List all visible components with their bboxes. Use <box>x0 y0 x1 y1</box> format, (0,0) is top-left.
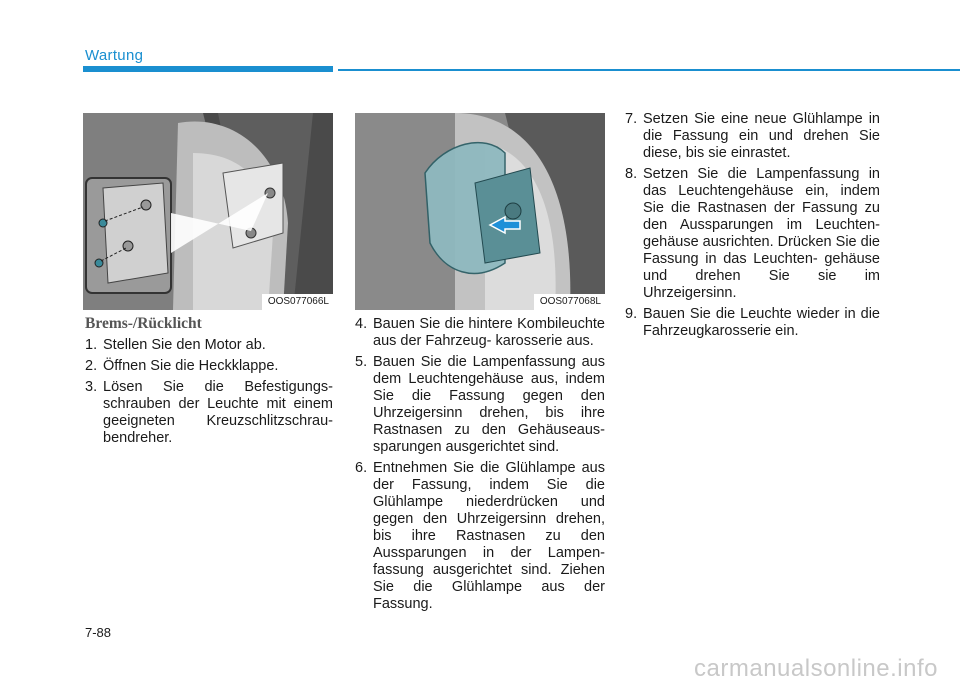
item-text: Stellen Sie den Motor ab. <box>103 337 266 353</box>
list-item <box>85 379 333 447</box>
header-rule-thick <box>83 66 333 72</box>
item-number: 1. <box>85 337 98 353</box>
list-item <box>355 354 605 456</box>
list-item <box>625 111 880 162</box>
section-title: Wartung <box>85 47 144 64</box>
list-item <box>625 166 880 302</box>
illustration-screws <box>83 113 333 310</box>
item-text: Öffnen Sie die Heckklappe. <box>103 358 279 374</box>
item-text: Bauen Sie die Lampenfassung aus dem Leuchtengehäuse aus, indem Sie die Fassung gegen den Uhrzeigersinn drehen, bis ihre Rastnasen zu den Gehäuseaus- sparungen ausgerichtet sind. <box>373 354 605 455</box>
item-number: 7. <box>625 111 638 127</box>
item-number: 9. <box>625 306 638 322</box>
item-text: Lösen Sie die Befestigungs- schrauben der Leuchte mit einem geeigneten Kreuzschlitzschrau- bendreher. <box>103 379 333 446</box>
illustration-lamp <box>355 113 605 310</box>
list-item <box>85 358 333 375</box>
item-text: Entnehmen Sie die Glühlampe aus der Fassung, indem Sie die Glühlampe niederdrücken und gegen den Uhrzeigersinn drehen, bis ihre Rastnasen zu den Aussparungen in der Lampen- fassung ausgerichtet sind. Ziehen Sie die Glühlampe aus der Fassung. <box>373 460 605 612</box>
figure-lamp-removal <box>355 113 605 310</box>
header-rule-thin <box>338 69 960 71</box>
item-text: Setzen Sie eine neue Glühlampe in die Fassung ein und drehen Sie diese, bis sie einrastet. <box>643 111 880 161</box>
item-text: Bauen Sie die Leuchte wieder in die Fahrzeugkarosserie ein. <box>643 306 880 339</box>
list-item <box>355 460 605 613</box>
page-number: 7-88 <box>85 625 112 640</box>
section-heading: Brems-/Rücklicht <box>85 315 202 332</box>
watermark: carmanualsonline.info <box>694 655 938 682</box>
list-item <box>85 337 333 354</box>
item-number: 3. <box>85 379 98 395</box>
figure-code: OOS077066L <box>262 294 333 310</box>
item-number: 6. <box>355 460 368 476</box>
item-number: 8. <box>625 166 638 182</box>
item-number: 4. <box>355 316 368 332</box>
column-1 <box>85 315 333 451</box>
item-number: 5. <box>355 354 368 370</box>
column-2 <box>355 316 605 617</box>
list-item <box>625 306 880 340</box>
column-3 <box>625 111 880 344</box>
item-number: 2. <box>85 358 98 374</box>
figure-code: OOS077068L <box>534 294 605 310</box>
list-item <box>355 316 605 350</box>
item-text: Bauen Sie die hintere Kombileuchte aus der Fahrzeug- karosserie aus. <box>373 316 605 349</box>
item-text: Setzen Sie die Lampenfassung in das Leuchtengehäuse ein, indem Sie die Rastnasen der Fassung zu den Aussparungen im Leuchten- gehäuse ausrichten. Drücken Sie die Fassung in das Leuchten- gehäuse und drehen Sie sie im Uhrzeigersinn. <box>643 166 880 301</box>
figure-taillight-screws <box>83 113 333 310</box>
